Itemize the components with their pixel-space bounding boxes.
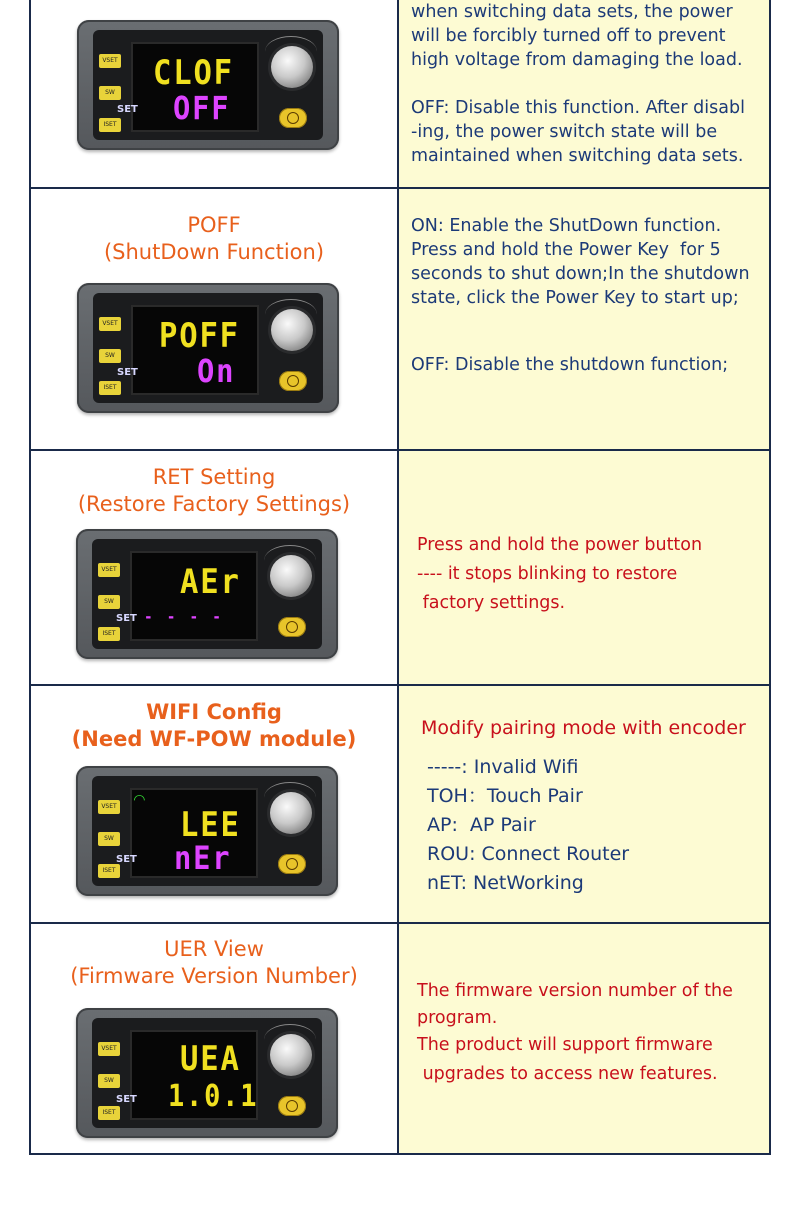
row5-title: UER View [164, 937, 264, 961]
display-line1: LEE [180, 805, 241, 845]
row-divider [29, 187, 771, 189]
device-image [77, 283, 339, 413]
sw-key: SW [98, 595, 120, 609]
set-label: SET [116, 854, 137, 865]
display-line1: AEr [180, 562, 241, 602]
encoder-knob-icon [270, 1034, 312, 1076]
row3-text-3: factory settings. [417, 593, 566, 613]
power-button-icon [279, 108, 307, 128]
row2-text-3: seconds to shut down;In the shutdown [411, 264, 750, 284]
display-line1: UEA [180, 1039, 241, 1079]
display-line1: POFF [159, 316, 240, 356]
encoder-knob-icon [270, 555, 312, 597]
row5-text-3: The product will support firmware [417, 1035, 713, 1055]
row1-text-5: -ing, the power switch state will be [411, 122, 718, 142]
row2-title: POFF [187, 213, 241, 237]
device-image [76, 766, 338, 896]
row5-text-4: upgrades to access new features. [417, 1064, 718, 1084]
iset-key: ISET [99, 381, 121, 395]
device-image [76, 529, 338, 659]
row3-title: RET Setting [152, 465, 276, 489]
iset-key: ISET [98, 864, 120, 878]
display-line2: On [197, 352, 236, 390]
set-label: SET [116, 1094, 137, 1105]
wifi-icon: ◠ [134, 792, 145, 808]
iset-key: ISET [98, 627, 120, 641]
row1-text-6: maintained when switching data sets. [411, 146, 744, 166]
device-image [76, 1008, 338, 1138]
encoder-knob-icon [271, 46, 313, 88]
power-button-icon [278, 1096, 306, 1116]
row4-title: WIFI Config [146, 700, 282, 724]
row1-text-4: OFF: Disable this function. After disabl [411, 98, 745, 118]
vset-key: VSET [99, 54, 121, 68]
display-line2: - - - - [144, 607, 224, 626]
row1-text-1: when switching data sets, the power [411, 2, 733, 22]
row3-subtitle: (Restore Factory Settings) [77, 492, 351, 516]
row2-text-5: OFF: Disable the shutdown function; [411, 355, 729, 375]
sw-key: SW [98, 832, 120, 846]
row4-heading: Modify pairing mode with encoder [421, 717, 746, 739]
row2-text-2: Press and hold the Power Key for 5 [411, 240, 721, 260]
power-button-icon [278, 854, 306, 874]
vset-key: VSET [98, 563, 120, 577]
sw-key: SW [98, 1074, 120, 1088]
row3-text-2: ---- it stops blinking to restore [417, 564, 678, 584]
device-image [77, 20, 339, 150]
iset-key: ISET [98, 1106, 120, 1120]
row1-text-3: high voltage from damaging the load. [411, 50, 743, 70]
power-button-icon [278, 617, 306, 637]
row-divider [29, 922, 771, 924]
encoder-knob-icon [271, 309, 313, 351]
row4-text-1: -----: Invalid Wifi [427, 756, 579, 778]
row4-text-2: TOH：Touch Pair [427, 785, 583, 807]
iset-key: ISET [99, 118, 121, 132]
row4-subtitle: (Need WF-POW module) [71, 727, 357, 751]
sw-key: SW [99, 349, 121, 363]
display-line1: CLOF [153, 53, 234, 93]
display-line2: OFF [173, 89, 231, 127]
row1-text-2: will be forcibly turned off to prevent [411, 26, 726, 46]
display-line2: 1.0.1 [168, 1079, 259, 1114]
power-button-icon [279, 371, 307, 391]
row3-text-1: Press and hold the power button [417, 535, 703, 555]
vset-key: VSET [98, 800, 120, 814]
vset-key: VSET [98, 1042, 120, 1056]
row4-text-3: AP: AP Pair [427, 814, 536, 836]
row5-text-2: program. [417, 1008, 498, 1028]
row-divider [29, 684, 771, 686]
set-label: SET [117, 367, 138, 378]
display-line2: nEr [174, 839, 232, 877]
vset-key: VSET [99, 317, 121, 331]
row-divider [29, 449, 771, 451]
row2-subtitle: (ShutDown Function) [103, 240, 325, 264]
row5-subtitle: (Firmware Version Number) [70, 964, 358, 988]
row5-text-1: The firmware version number of the [417, 981, 733, 1001]
set-label: SET [116, 613, 137, 624]
row2-text-4: state, click the Power Key to start up; [411, 288, 739, 308]
row4-text-5: nET: NetWorking [427, 872, 584, 894]
row2-text-1: ON: Enable the ShutDown function. [411, 216, 722, 236]
column-divider [397, 0, 399, 1155]
encoder-knob-icon [270, 792, 312, 834]
sw-key: SW [99, 86, 121, 100]
row4-text-4: ROU: Connect Router [427, 843, 630, 865]
set-label: SET [117, 104, 138, 115]
